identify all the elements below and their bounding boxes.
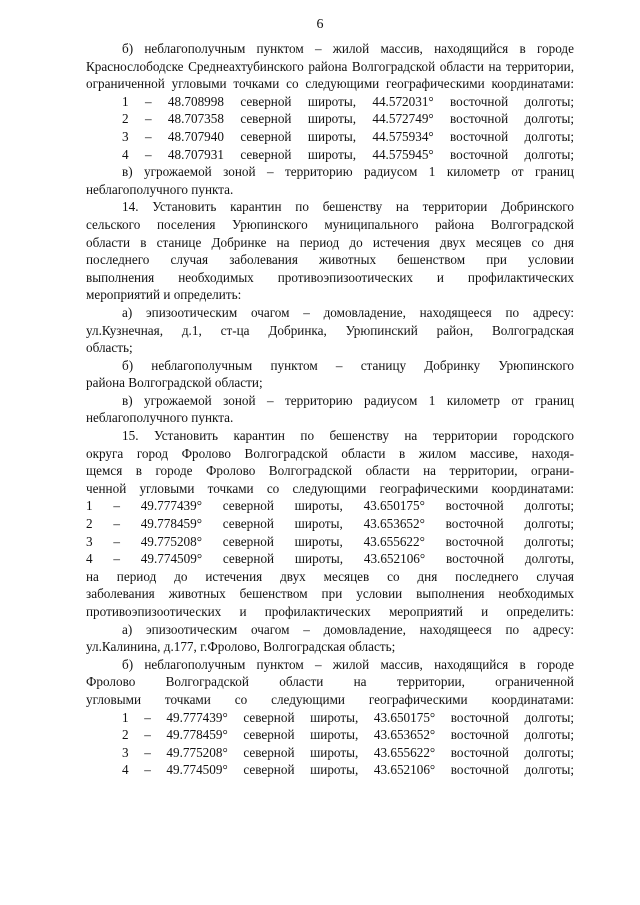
text-line: в) угрожаемой зоной – территорию радиусом 1 километр от границ	[122, 164, 574, 180]
text-line: неблагополучного пункта.	[86, 181, 234, 197]
text-line: 3 – 49.775208° северной широты, 43.655622° восточной долготы;	[122, 744, 574, 760]
text-line: Фролово Волгоградской области на территории, ограниченной	[86, 674, 574, 690]
text-line: ограниченной угловыми точками со следующими географическими координатами:	[86, 76, 574, 92]
text-line: 2 – 49.778459° северной широты, 43.653652° восточной долготы;	[86, 516, 574, 532]
text-line: неблагополучного пункта.	[86, 410, 234, 426]
text-line: ченной угловыми точками со следующими географическими координатами:	[86, 480, 574, 496]
text-line: щемся в городе Фролово Волгоградской области на территории, ограни-	[86, 463, 574, 479]
text-line: области в станице Добринке на период до истечения двух месяцев со дня	[86, 234, 574, 250]
document-body	[86, 40, 574, 779]
text-line: 2 – 48.707358 северной широты, 44.572749° восточной долготы;	[122, 111, 574, 127]
text-line: 4 – 49.774509° северной широты, 43.652106° восточной долготы;	[122, 762, 574, 778]
text-line: ул.Калинина, д.177, г.Фролово, Волгоградская область;	[86, 639, 396, 655]
text-line: 1 – 48.708998 северной широты, 44.572031° восточной долготы;	[122, 93, 574, 109]
text-line: противоэпизоотических и профилактических мероприятий и определить:	[86, 604, 574, 619]
text-line: последнего случая заболевания животных бешенством при условии	[86, 252, 574, 268]
text-line: б) неблагополучным пунктом – жилой массив, находящийся в городе	[122, 41, 574, 56]
text-line: мероприятий и определить:	[86, 287, 242, 303]
text-line: угловыми точками со следующими географическими координатами:	[86, 691, 574, 707]
text-line: 14. Установить карантин по бешенству на территории Добринского	[122, 199, 574, 215]
text-line: а) эпизоотическим очагом – домовладение, находящееся по адресу:	[122, 621, 574, 637]
text-line: а) эпизоотическим очагом – домовладение, находящееся по адресу:	[122, 304, 574, 320]
text-line: ул.Кузнечная, д.1, ст-ца Добринка, Урюпинский район, Волгоградская	[86, 322, 574, 338]
text-line: сельского поселения Урюпинского муниципального района Волгоградской	[86, 216, 574, 232]
text-line: заболевания животных бешенством при условии выполнения необходимых	[86, 586, 574, 602]
text-line: выполнения необходимых противоэпизоотических и профилактических	[86, 269, 574, 285]
text-line: б) неблагополучным пунктом – жилой массив, находящийся в городе	[122, 656, 574, 672]
text-line: Краснослободске Среднеахтубинского района Волгоградской области на территории,	[86, 58, 574, 74]
text-line: на период до истечения двух месяцев со дня последнего случая	[86, 568, 574, 584]
text-line: 2 – 49.778459° северной широты, 43.653652° восточной долготы;	[122, 727, 574, 743]
page-number: 6	[316, 17, 324, 32]
text-line: 3 – 48.707940 северной широты, 44.575934° восточной долготы;	[122, 128, 574, 144]
text-line: 1 – 49.777439° северной широты, 43.650175° восточной долготы;	[86, 498, 574, 514]
text-line: округа город Фролово Волгоградской области в жилом массиве, находя-	[86, 445, 574, 461]
text-line: область;	[86, 340, 133, 356]
text-line: 3 – 49.775208° северной широты, 43.655622° восточной долготы;	[86, 533, 574, 549]
text-line: 4 – 48.707931 северной широты, 44.575945° восточной долготы;	[122, 146, 574, 162]
text-line: 15. Установить карантин по бешенству на территории городского	[122, 428, 574, 444]
text-line: б) неблагополучным пунктом – станицу Добринку Урюпинского	[122, 357, 574, 373]
text-line: района Волгоградской области;	[86, 375, 263, 391]
text-line: 1 – 49.777439° северной широты, 43.650175° восточной долготы;	[122, 709, 574, 725]
text-line: в) угрожаемой зоной – территорию радиусом 1 километр от границ	[122, 392, 574, 408]
text-line: 4 – 49.774509° северной широты, 43.652106° восточной долготы,	[86, 551, 574, 567]
